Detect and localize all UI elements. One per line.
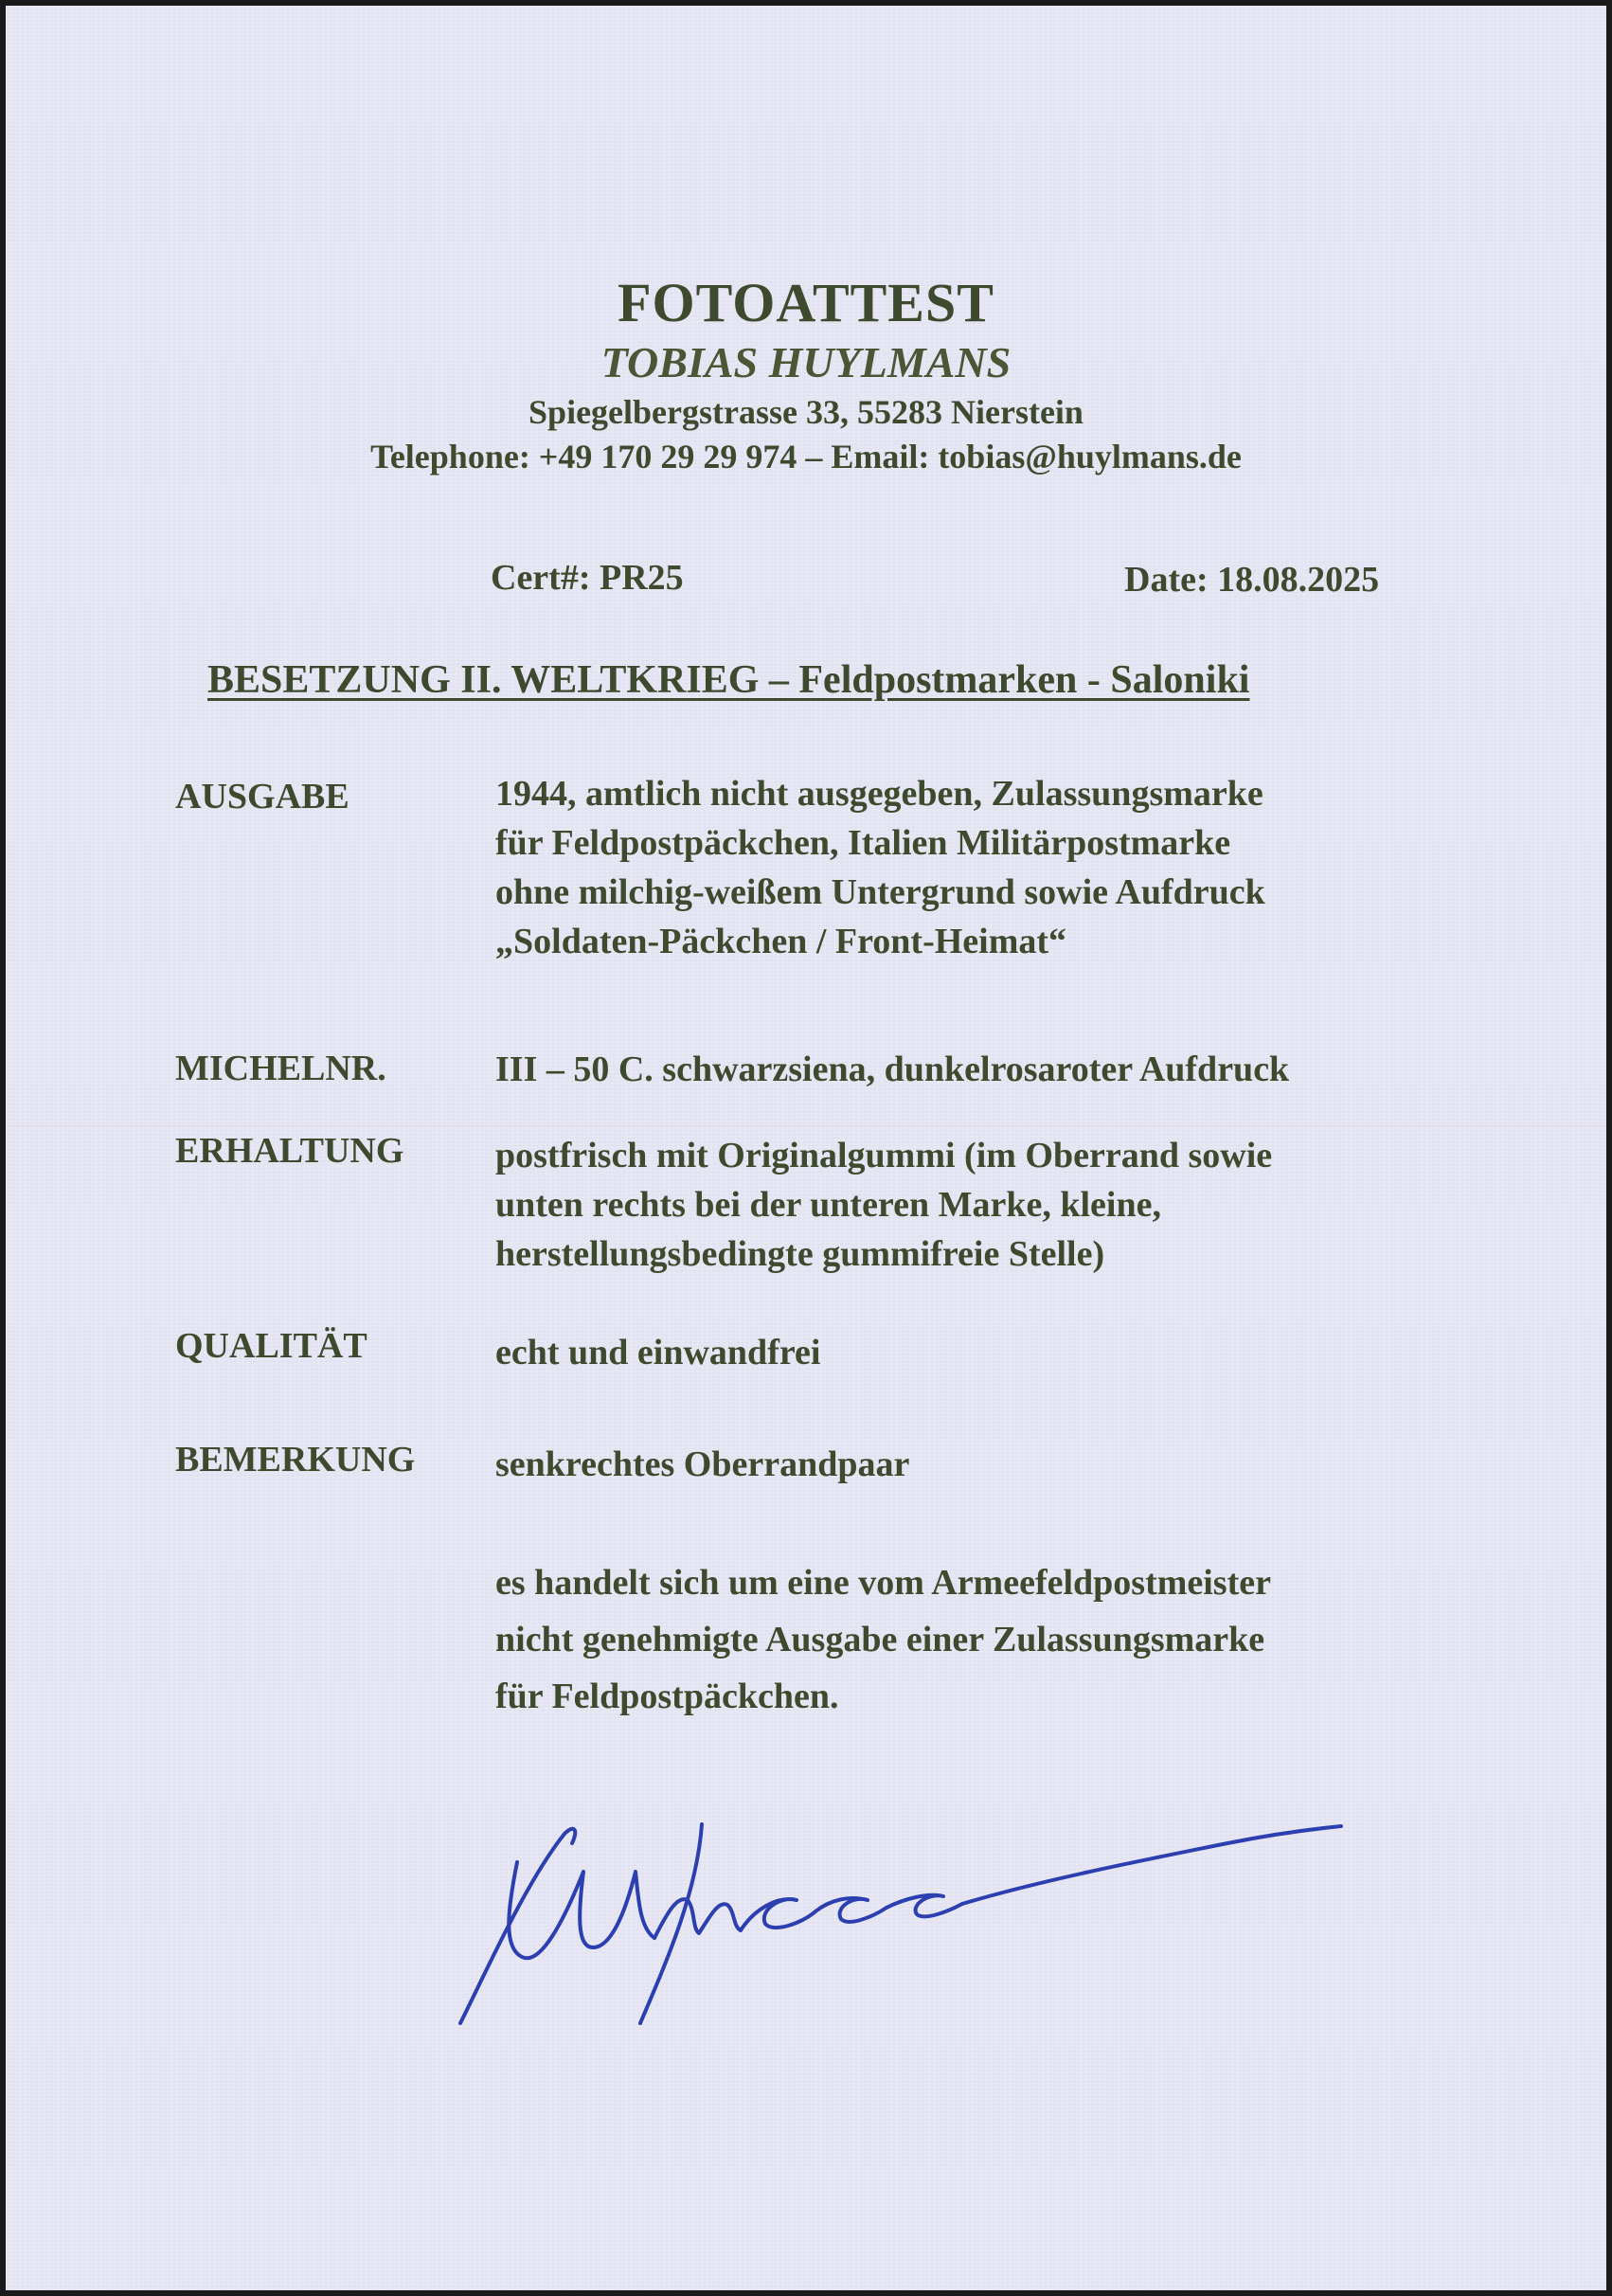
value-line: senkrechtes Oberrandpaar [495, 1444, 910, 1484]
label-ausgabe: AUSGABE [175, 777, 349, 816]
cert-date: Date: 18.08.2025 [1124, 560, 1380, 600]
signature-stroke [509, 1862, 654, 1958]
note-line: nicht genehmigte Ausgabe einer Zulassungsmarke [495, 1620, 1265, 1659]
value-line: herstellungsbedingte gummifreie Stelle) [495, 1234, 1105, 1274]
value-line: „Soldaten-Päckchen / Front-Heimat“ [495, 922, 1067, 961]
value-line: postfrisch mit Originalgummi (im Oberrand sowie [495, 1136, 1273, 1175]
value-erhaltung [495, 1131, 1272, 1279]
handwritten-signature [451, 1805, 1360, 2033]
value-line: unten rechts bei der unteren Marke, kleine, [495, 1185, 1161, 1225]
section-heading: BESETZUNG II. WELTKRIEG – Feldpostmarken - Saloniki [207, 658, 1250, 702]
label-michelnr: MICHELNR. [175, 1049, 386, 1088]
value-line: 1944, amtlich nicht ausgegeben, Zulassungsmarke [495, 774, 1263, 814]
value-line: echt und einwandfrei [495, 1333, 821, 1372]
signature-stroke [741, 1899, 815, 1930]
examiner-contact: Telephone: +49 170 29 29 974 – Email: tobias@huylmans.de [370, 438, 1242, 475]
value-line: ohne milchig-weißem Untergrund sowie Aufdruck [495, 872, 1265, 912]
value-bemerkung [495, 1440, 909, 1489]
label-bemerkung: BEMERKUNG [175, 1440, 416, 1480]
signature-stroke [962, 1826, 1341, 1904]
fold-line [6, 1123, 1606, 1126]
examiner-address: Spiegelbergstrasse 33, 55283 Nierstein [528, 393, 1084, 431]
value-michelnr [495, 1045, 1289, 1094]
cert-number: Cert#: PR25 [491, 558, 684, 598]
certificate-title: FOTOATTEST [618, 272, 994, 333]
note-line: es handelt sich um eine vom Armeefeldpostmeister [495, 1563, 1271, 1603]
value-qualitaet [495, 1328, 820, 1377]
value-ausgabe [495, 769, 1265, 966]
value-line: für Feldpostpäckchen, Italien Militärpostmarke [495, 823, 1231, 863]
certificate-sheet [6, 6, 1606, 2290]
note-line: für Feldpostpäckchen. [495, 1677, 839, 1716]
signature-stroke [654, 1899, 741, 1938]
signature-stroke [887, 1895, 962, 1917]
label-erhaltung: ERHALTUNG [175, 1131, 404, 1171]
signature-stroke [815, 1898, 887, 1922]
value-line: III – 50 C. schwarzsiena, dunkelrosaroter Aufdruck [495, 1049, 1290, 1089]
label-qualitaet: QUALITÄT [175, 1326, 367, 1366]
signature-stroke [640, 1824, 702, 2023]
examiner-name: TOBIAS HUYLMANS [600, 338, 1012, 386]
note-paragraph [495, 1554, 1271, 1725]
